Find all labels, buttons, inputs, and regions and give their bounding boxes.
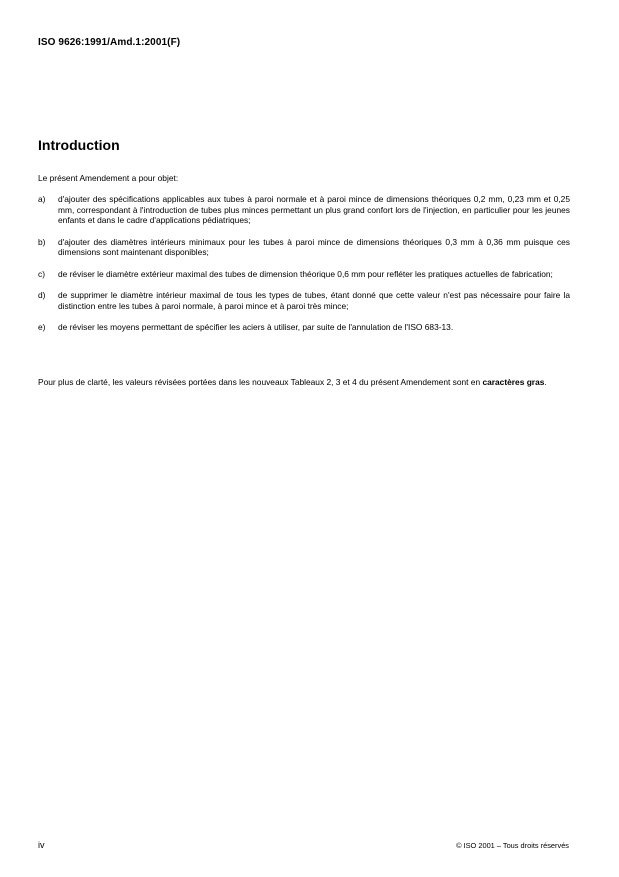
page-number: iv <box>38 840 45 850</box>
list-item <box>38 322 570 333</box>
list-item-text: de réviser le diamètre extérieur maximal des tubes de dimension théorique 0,6 mm pour refléter les pratiques actuelles de fabrication; <box>58 268 553 279</box>
list-item-marker: c) <box>38 268 45 279</box>
copyright-notice: © ISO 2001 – Tous droits réservés <box>456 841 569 850</box>
closing-text: Pour plus de clarté, les valeurs révisées portées dans les nouveaux Tableaux 2, 3 et 4 du présent Amendement sont en <box>38 377 483 387</box>
list-item-marker: b) <box>38 236 46 247</box>
list-item-marker: a) <box>38 194 46 204</box>
list-item-text: d'ajouter des spécifications applicables aux tubes à paroi normale et à paroi mince de dimensions théoriques 0,2 mm, 0,23 mm et 0,25 mm, correspondant à l'introduction de tubes plus minces permettant un plus grand confort lors de l'injection, en particulier pour les jeunes enfants et dans le cadre d'applications pédiatriques; <box>58 194 570 225</box>
list-item-text: de réviser les moyens permettant de spécifier les aciers à utiliser, par suite de l'annulation de l'ISO 683-13. <box>58 322 454 332</box>
list-item-marker: e) <box>38 322 46 332</box>
section-title: Introduction <box>38 137 120 153</box>
list-item-text: de supprimer le diamètre intérieur maximal de tous les types de tubes, étant donné que cette valeur n'est pas nécessaire pour faire la distinction entre les tubes à paroi normale, à paroi mince et à paroi très mince; <box>58 290 570 311</box>
list-item <box>38 269 570 280</box>
closing-bold-text: caractères gras <box>482 377 545 387</box>
amendment-objectives-list <box>38 194 570 344</box>
list-item <box>38 194 570 226</box>
list-item-text: d'ajouter des diamètres intérieurs minimaux pour les tubes à paroi mince de dimensions théoriques 0,3 mm à 0,36 mm puisque ces dimensions sont maintenant disponibles; <box>58 236 570 257</box>
closing-paragraph <box>38 377 570 388</box>
closing-text-end: . <box>544 377 547 387</box>
standard-reference-header: ISO 9626:1991/Amd.1:2001(F) <box>38 37 181 48</box>
list-item <box>38 290 570 311</box>
list-item-marker: d) <box>38 290 46 300</box>
intro-paragraph: Le présent Amendement a pour objet: <box>38 173 179 183</box>
list-item <box>38 237 570 258</box>
